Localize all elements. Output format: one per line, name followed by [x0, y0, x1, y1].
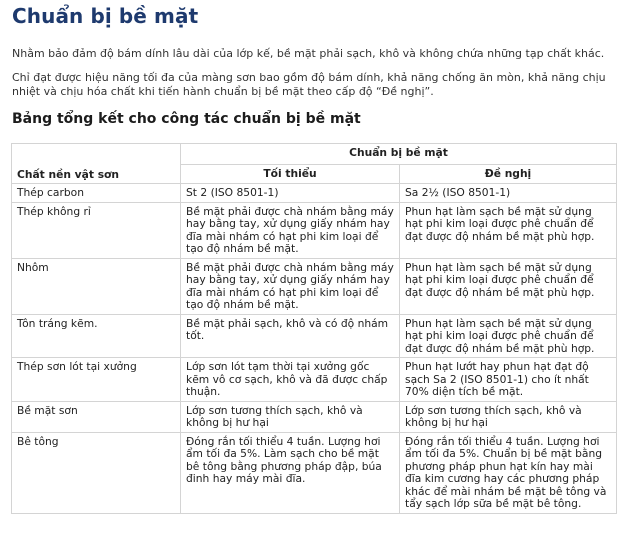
cell-substrate: Bê tông — [12, 432, 181, 513]
intro-paragraph: Nhằm bảo đảm độ bám dính lâu dài của lớp kế, bề mặt phải sạch, khô và không chứa những tạp chất khác. — [12, 47, 605, 60]
cell-minimum: Bề mặt phải sạch, khô và có độ nhám tốt. — [181, 314, 400, 358]
cell-minimum: Lớp sơn lót tạm thời tại xưởng gốc kẽm vô cơ sạch, khô và đã được chấp thuận. — [181, 358, 400, 402]
header-group: Chuẩn bị bề mặt — [181, 144, 617, 165]
cell-minimum: St 2 (ISO 8501-1) — [181, 184, 400, 203]
table-row — [12, 401, 617, 432]
header-substrate: Chất nền vật sơn — [12, 144, 181, 184]
cell-minimum: Bề mặt phải được chà nhám bằng máy hay bằng tay, xử dụng giấy nhám hay đĩa mài nhám có hạt phi kim loại để tạo độ nhám bề mặt. — [181, 202, 400, 258]
cell-recommended: Phun hạt làm sạch bề mặt sử dụng hạt phi kim loại được phê chuẩn để đạt được độ nhám bề mặt phù hợp. — [400, 314, 617, 358]
cell-recommended: Phun hạt làm sạch bề mặt sử dụng hạt phi kim loại được phê chuẩn để đạt được độ nhám bề mặt phù hợp. — [400, 202, 617, 258]
table-row — [12, 358, 617, 402]
table-row — [12, 432, 617, 513]
table-title: Bảng tổng kết cho công tác chuẩn bị bề mặt — [12, 111, 361, 127]
cell-recommended: Lớp sơn tương thích sạch, khô và không bị hư hại — [400, 401, 617, 432]
cell-recommended: Sa 2½ (ISO 8501-1) — [400, 184, 617, 203]
cell-substrate: Thép sơn lót tại xưởng — [12, 358, 181, 402]
cell-substrate: Nhôm — [12, 258, 181, 314]
table-row — [12, 184, 617, 203]
table-row — [12, 258, 617, 314]
cell-minimum: Đóng rắn tối thiểu 4 tuần. Lượng hơi ẩm tối đa 5%. Làm sạch cho bề mặt bê tông bằng phương pháp đập, búa đinh hay máy mài đĩa. — [181, 432, 400, 513]
table-row — [12, 314, 617, 358]
cell-substrate: Thép không rỉ — [12, 202, 181, 258]
header-minimum: Tối thiểu — [181, 165, 400, 184]
cell-minimum: Bề mặt phải được chà nhám bằng máy hay bằng tay, xử dụng giấy nhám hay đĩa mài nhám có hạt phi kim loại để tạo độ nhám bề mặt. — [181, 258, 400, 314]
page-title: Chuẩn bị bề mặt — [12, 4, 199, 28]
cell-recommended: Đóng rắn tối thiểu 4 tuần. Lượng hơi ẩm tối đa 5%. Chuẩn bị bề mặt bằng phương pháp phun hạt kín hay mài đĩa kim cương hay các phương pháp khác để mài nhám bề mặt bê tông và tẩy sạch lớp sữa bề mặt bê tông. — [400, 432, 617, 513]
header-recommended: Đề nghị — [400, 165, 617, 184]
cell-substrate: Thép carbon — [12, 184, 181, 203]
cell-minimum: Lớp sơn tương thích sạch, khô và không bị hư hại — [181, 401, 400, 432]
surface-prep-table — [11, 143, 617, 514]
cell-recommended: Phun hạt làm sạch bề mặt sử dụng hạt phi kim loại được phê chuẩn để đạt được độ nhám bề mặt phù hợp. — [400, 258, 617, 314]
table-row — [12, 202, 617, 258]
performance-paragraph: Chỉ đạt được hiệu năng tối đa của màng sơn bao gồm độ bám dính, khả năng chống ăn mòn, khả năng chịu nhiệt và chịu hóa chất khi tiến hành chuẩn bị bề mặt theo cấp độ “Đề nghị”. — [12, 71, 606, 98]
cell-recommended: Phun hạt lướt hay phun hạt đạt độ sạch Sa 2 (ISO 8501-1) cho ít nhất 70% diện tích bề mặt. — [400, 358, 617, 402]
cell-substrate: Tôn tráng kẽm. — [12, 314, 181, 358]
cell-substrate: Bề mặt sơn — [12, 401, 181, 432]
